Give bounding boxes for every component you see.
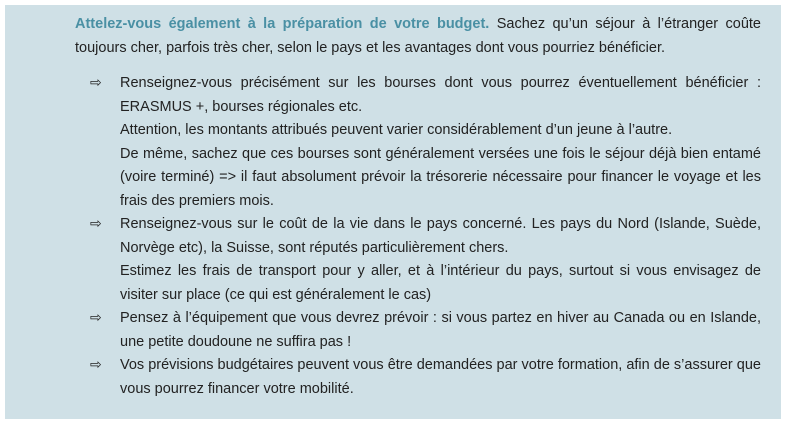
arrow-right-icon: ⇨ xyxy=(90,357,102,373)
list-item xyxy=(75,213,761,307)
list-item-text: Pensez à l’équipement que vous devrez prévoir : si vous partez en hiver au Canada ou en Islande, une petite doudoune ne suffira pas ! xyxy=(120,310,761,350)
bullet-list xyxy=(75,72,761,401)
intro-lead: Attelez-vous également à la préparation de votre budget. xyxy=(75,16,490,32)
list-item-text: Renseignez-vous sur le coût de la vie dans le pays concerné. Les pays du Nord (Islande, Suède, Norvège etc), la Suisse, sont réputés particulièrement chers. xyxy=(120,216,761,256)
list-item-text: De même, sachez que ces bourses sont généralement versées une fois le séjour déjà bien entamé (voire terminé) => il faut absolument prévoir la trésorerie nécessaire pour financer le voyage et les frais des premiers mois. xyxy=(120,145,761,209)
arrow-right-icon: ⇨ xyxy=(90,216,102,232)
list-item-text: Renseignez-vous précisément sur les bourses dont vous pourrez éventuellement bénéficier : ERASMUS +, bourses régionales etc. xyxy=(120,75,761,115)
list-item-text: Attention, les montants attribués peuvent varier considérablement d’un jeune à l’autre. xyxy=(120,122,673,138)
list-item-text: Estimez les frais de transport pour y aller, et à l’intérieur du pays, surtout si vous envisagez de visiter sur place (ce qui est généralement le cas) xyxy=(120,263,761,303)
budget-info-box xyxy=(5,5,781,419)
list-item xyxy=(75,72,761,213)
list-item-text: Vos prévisions budgétaires peuvent vous être demandées par votre formation, afin de s’assurer que vous pourrez financer votre mobilité. xyxy=(120,357,761,397)
intro-text: Sachez qu’un séjour à l’étranger coûte toujours cher, parfois très cher, selon le pays et les avantages dont vous pourriez bénéficier. xyxy=(75,16,761,56)
list-item xyxy=(75,307,761,354)
arrow-right-icon: ⇨ xyxy=(90,310,102,326)
intro-paragraph xyxy=(75,13,761,60)
arrow-right-icon: ⇨ xyxy=(90,75,102,91)
list-item xyxy=(75,354,761,401)
